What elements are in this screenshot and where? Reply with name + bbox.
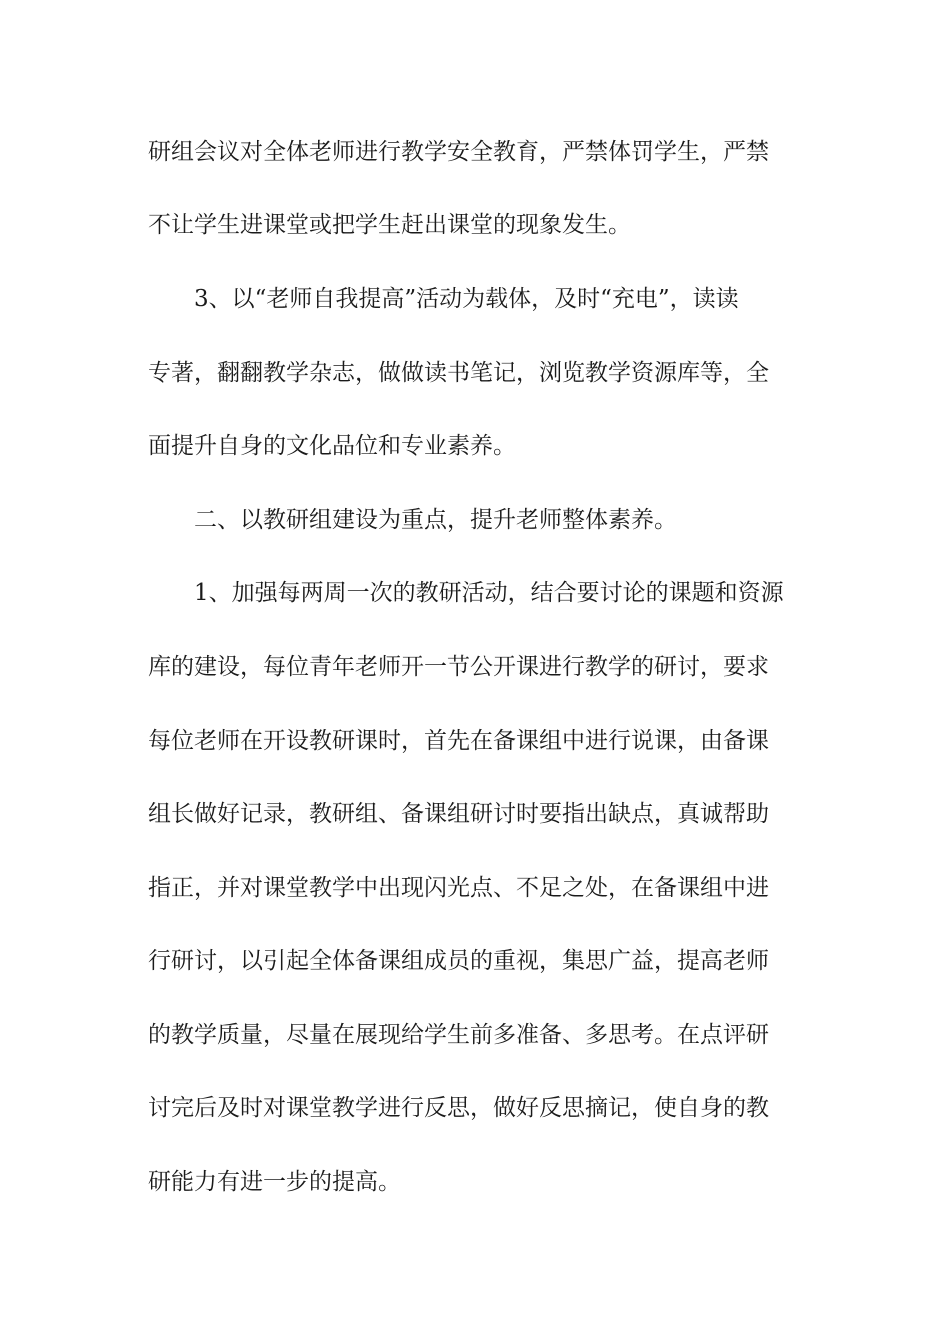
text-line: 1、加强每两周一次的教研活动，结合要讨论的课题和资源 (148, 580, 784, 606)
text-line: 研能力有进一步的提高。 (148, 1169, 401, 1195)
text-line: 3、以“老师自我提高”活动为载体，及时“充电”，读读 (148, 286, 739, 312)
text-line: 讨完后及时对课堂教学进行反思，做好反思摘记，使自身的教 (148, 1095, 769, 1121)
text-line: 专著，翻翻教学杂志，做做读书笔记，浏览教学资源库等，全 (148, 360, 769, 386)
text-line: 的教学质量，尽量在展现给学生前多准备、多思考。在点评研 (148, 1022, 769, 1048)
text-line: 每位老师在开设教研课时，首先在备课组中进行说课，由备课 (148, 728, 769, 754)
text-line: 研组会议对全体老师进行教学安全教育，严禁体罚学生，严禁 (148, 139, 769, 165)
text-line: 面提升自身的文化品位和专业素养。 (148, 433, 516, 459)
text-line: 行研讨，以引起全体备课组成员的重视，集思广益，提高老师 (148, 948, 769, 974)
text-line: 库的建设，每位青年老师开一节公开课进行教学的研讨，要求 (148, 654, 769, 680)
text-line: 组长做好记录，教研组、备课组研讨时要指出缺点，真诚帮助 (148, 801, 769, 827)
text-line: 不让学生进课堂或把学生赶出课堂的现象发生。 (148, 212, 631, 238)
text-line: 指正，并对课堂教学中出现闪光点、不足之处，在备课组中进 (148, 875, 769, 901)
section-heading: 二、以教研组建设为重点，提升老师整体素养。 (148, 507, 677, 533)
